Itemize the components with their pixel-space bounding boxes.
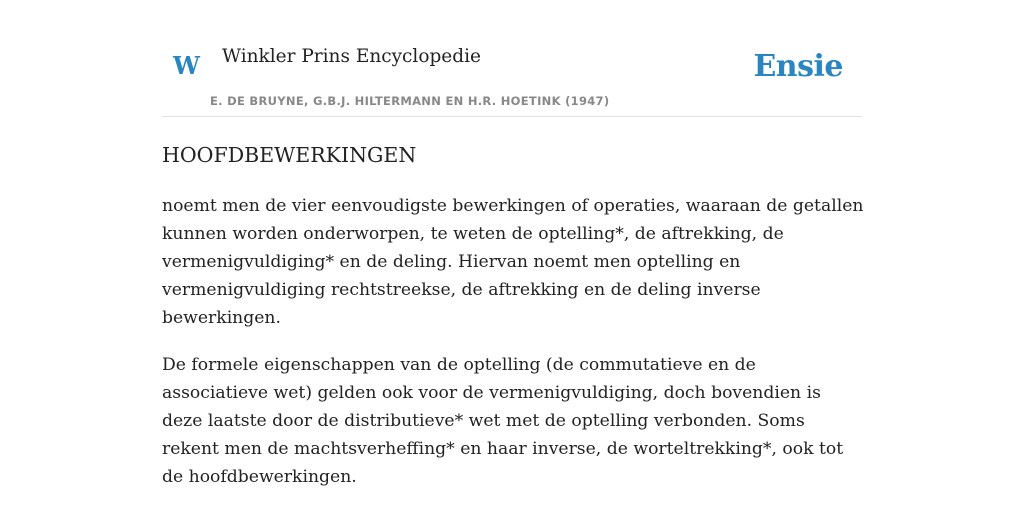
source-header [162,0,862,117]
source-logo[interactable]: W [173,51,200,80]
page-container [162,0,864,487]
source-authors: E. DE BRUYNE, G.B.J. HILTERMANN EN H.R. HOETINK (1947) [210,94,610,108]
entry-body [162,192,864,510]
ensie-logo[interactable]: Ensie [753,49,843,84]
entry-paragraph: noemt men de vier eenvoudigste bewerkingen of operaties, waaraan de getallen kunnen worden onderworpen, te weten de optelling*, de aftrekking, de vermenigvuldiging* en de deling. Hiervan noemt men optelling en vermenigvuldiging rechtstreekse, de aftrekking en de deling inverse bewerkingen. [162,196,864,328]
source-title[interactable]: Winkler Prins Encyclopedie [222,46,481,67]
entry-paragraph: De formele eigenschappen van de optelling (de commutatieve en de associatieve wet) gelden ook voor de vermenigvuldiging, doch bovendien is deze laatste door de distributieve* wet met de optelling verbonden. Soms rekent men de machtsverheffing* en haar inverse, de worteltrekking*, ook tot de hoofdbewerkingen. [162,355,844,487]
entry-title: HOOFDBEWERKINGEN [162,143,417,167]
